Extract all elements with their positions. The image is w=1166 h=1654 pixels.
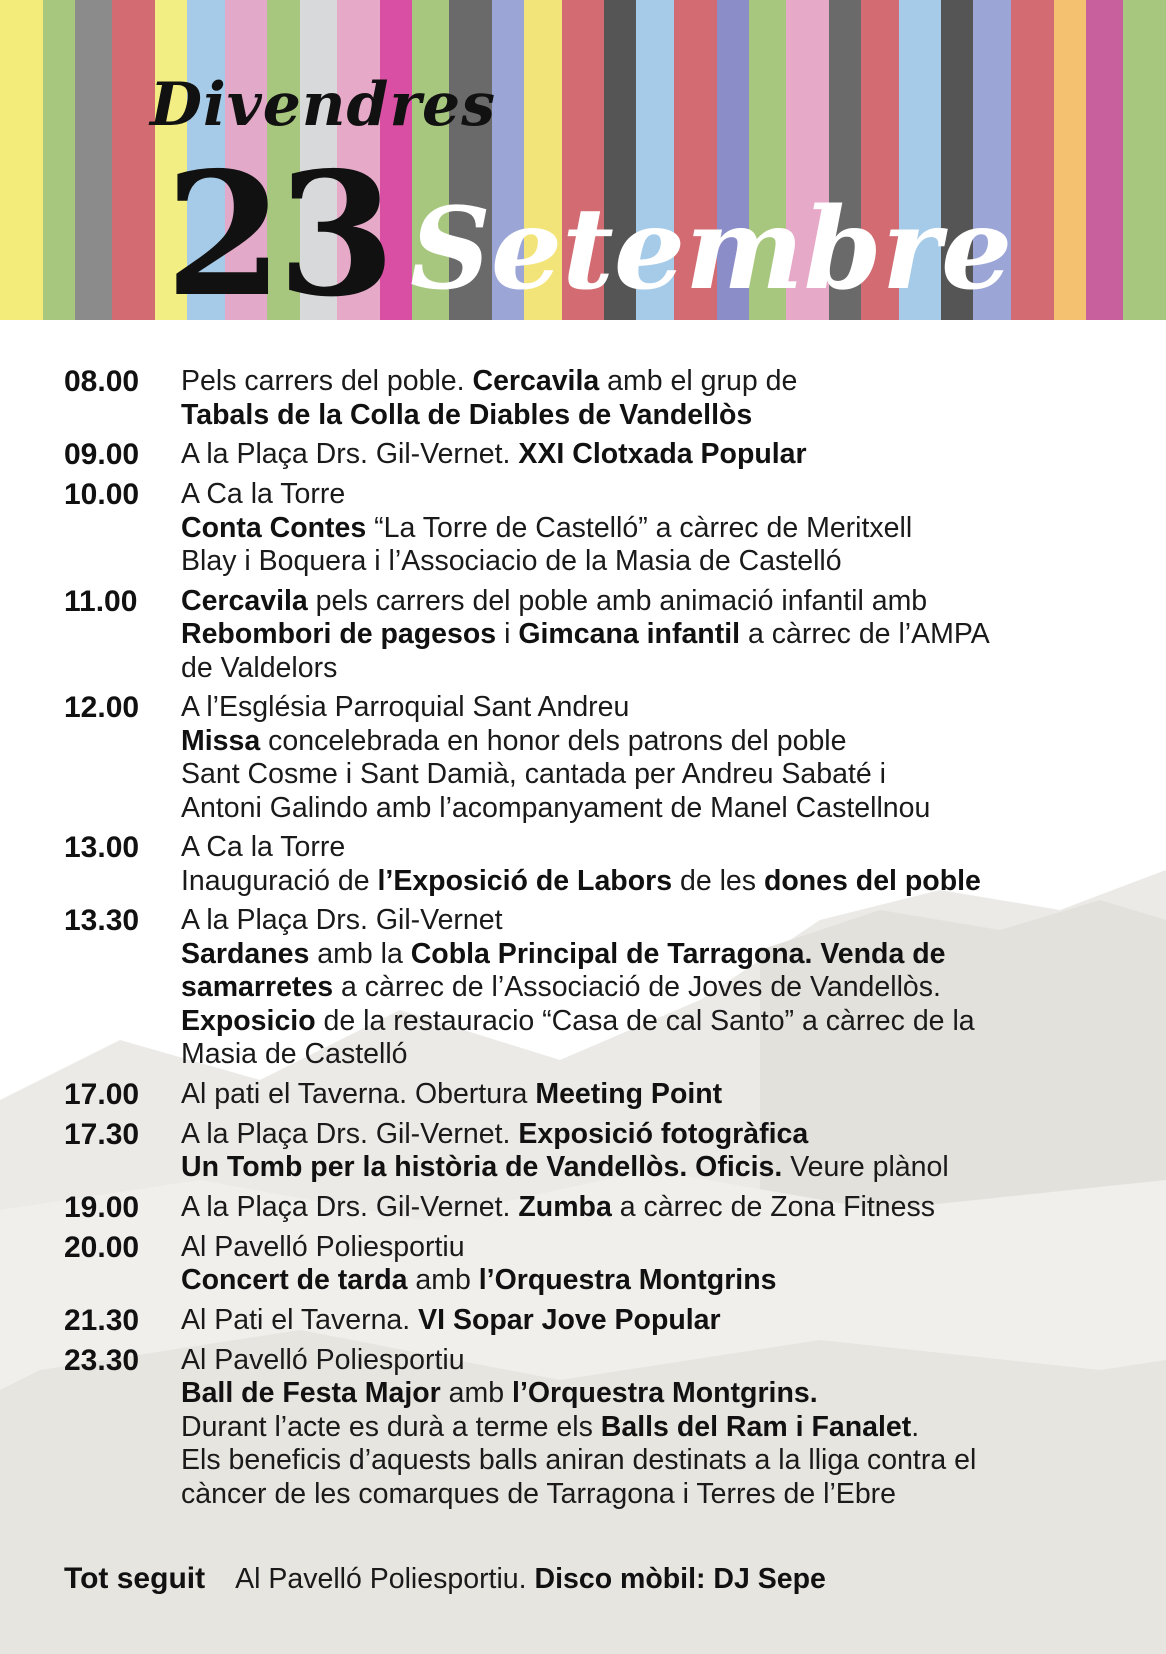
highlight-text: Un Tomb per la història de Vandellòs. Oficis. (181, 1151, 783, 1183)
highlight-text: Cobla Principal de Tarragona. Venda de (410, 937, 946, 970)
highlight-text: VI Sopar Jove Popular (418, 1303, 721, 1336)
description-line (181, 438, 1124, 472)
description-line (181, 1304, 1124, 1338)
highlight-text: Missa (181, 724, 261, 757)
highlight-text: l’Orquestra Montgrins (478, 1264, 777, 1296)
entry-description (181, 904, 1124, 1072)
text-segment: de la restauracio “Casa de cal Santo” a càrrec de la (315, 1004, 975, 1037)
text-segment: A la Plaça Drs. Gil-Vernet. (181, 438, 519, 470)
entry-description (181, 1118, 1124, 1185)
final-label: Tot seguit (64, 1562, 206, 1595)
description-line (181, 1411, 1124, 1445)
description-line (181, 971, 1124, 1005)
color-stripe (43, 0, 75, 320)
text-segment: Pels carrers del poble. (181, 365, 473, 397)
text-segment: Blay i Boquera i l’Associacio de la Masia de Castelló (181, 545, 842, 577)
description-line (181, 1478, 1124, 1512)
description-line (181, 1151, 1124, 1185)
color-stripe (0, 0, 43, 320)
entry-time: 13.30 (64, 904, 140, 937)
schedule-entry (64, 365, 1124, 432)
schedule-entry (64, 831, 1124, 898)
highlight-text: Gimcana infantil (518, 618, 741, 650)
description-line (181, 1231, 1124, 1265)
entry-time: 17.00 (64, 1077, 140, 1111)
text-segment: Al Pavelló Poliesportiu (181, 1343, 465, 1376)
entry-time: 17.30 (64, 1117, 140, 1151)
entry-time: 13.00 (64, 831, 140, 864)
text-segment: de les (672, 864, 764, 897)
description-line (181, 585, 1124, 619)
color-stripe (1054, 0, 1086, 320)
highlight-text: l’Orquestra Montgrins. (512, 1377, 818, 1409)
text-segment: i (496, 618, 519, 650)
entry-description (181, 365, 1124, 432)
text-segment: a càrrec de l’Associació de Joves de Vandellòs. (333, 971, 941, 1003)
highlight-text: l’Exposició de Labors (377, 864, 673, 897)
schedule-entry (64, 691, 1124, 825)
text-segment: Durant l’acte es durà a terme els (181, 1410, 601, 1443)
description-line (181, 1118, 1124, 1152)
entry-description (181, 478, 1124, 579)
entry-description (181, 438, 1124, 472)
description-line (181, 1191, 1124, 1225)
day-number: 23 (165, 135, 390, 320)
highlight-text: samarretes (181, 971, 334, 1003)
highlight-text: Cercavila (472, 365, 600, 397)
entry-description (181, 1191, 1124, 1225)
description-line (181, 758, 1124, 792)
description-line (235, 1563, 826, 1597)
schedule-entry (64, 438, 1124, 472)
entry-time: 21.30 (64, 1303, 140, 1337)
description-line (181, 831, 1124, 865)
entry-time: 23.30 (64, 1343, 140, 1377)
text-segment: Al pati el Taverna. Obertura (181, 1077, 536, 1110)
description-line (181, 1377, 1124, 1411)
month-name: Setembre (410, 184, 1013, 315)
text-segment: Inauguració de (181, 864, 378, 897)
day-name: Divendres (150, 70, 497, 140)
highlight-text: Ball de Festa Major (181, 1377, 441, 1409)
description-line (181, 792, 1124, 826)
entry-description (181, 1304, 1124, 1338)
header-banner (0, 0, 1166, 320)
description-line (181, 399, 1124, 433)
final-description (235, 1563, 826, 1597)
highlight-text: Concert de tarda (181, 1264, 408, 1296)
text-segment: A Ca la Torre (181, 831, 346, 863)
text-segment: amb (407, 1264, 479, 1296)
highlight-text: dones del poble (763, 864, 981, 897)
schedule-entry (64, 1118, 1124, 1185)
description-line (181, 618, 1124, 652)
schedule-entry (64, 1078, 1124, 1112)
schedule-entry (64, 1344, 1124, 1512)
text-segment: Sant Cosme i Sant Damià, cantada per Andreu Sabaté i (181, 758, 886, 790)
description-line (181, 1444, 1124, 1478)
color-stripe (75, 0, 112, 320)
text-segment: de Valdelors (181, 651, 338, 684)
description-line (181, 1005, 1124, 1039)
text-segment: A la Plaça Drs. Gil-Vernet. (181, 1117, 519, 1150)
highlight-text: Conta Contes (181, 511, 367, 544)
text-segment: A l’Església Parroquial Sant Andreu (181, 691, 630, 723)
color-stripe (1011, 0, 1054, 320)
description-line (181, 545, 1124, 579)
text-segment: Antoni Galindo amb l’acompanyament de Manel Castellnou (181, 791, 931, 824)
highlight-text: Cercavila (181, 584, 308, 617)
highlight-text: Rebombori de pagesos (181, 618, 497, 650)
entry-time: 12.00 (64, 691, 140, 724)
schedule-list (64, 365, 1124, 1517)
entry-time: 08.00 (64, 365, 140, 398)
text-segment: A la Plaça Drs. Gil-Vernet. (181, 1190, 519, 1223)
entry-description (181, 1231, 1124, 1298)
description-line (181, 1078, 1124, 1112)
text-segment: amb la (309, 937, 411, 970)
text-segment: A Ca la Torre (181, 478, 346, 510)
final-entry (64, 1562, 826, 1597)
text-segment: Els beneficis d’aquests balls aniran destinats a la lliga contra el (181, 1444, 977, 1476)
text-segment: càncer de les comarques de Tarragona i Terres de l’Ebre (181, 1477, 897, 1510)
highlight-text: Meeting Point (535, 1077, 723, 1110)
text-segment: Al Pavelló Poliesportiu. (235, 1563, 535, 1595)
text-segment: pels carrers del poble amb animació infantil amb (307, 584, 928, 617)
highlight-text: Zumba (518, 1190, 612, 1223)
entry-time: 10.00 (64, 478, 140, 511)
schedule-entry (64, 1231, 1124, 1298)
text-segment: Veure plànol (782, 1151, 949, 1183)
highlight-text: Exposicio (181, 1004, 316, 1037)
description-line (181, 725, 1124, 759)
text-segment: amb el grup de (599, 365, 798, 397)
color-stripe (1086, 0, 1123, 320)
schedule-entry (64, 904, 1124, 1072)
description-line (181, 938, 1124, 972)
highlight-text: Exposició fotogràfica (518, 1117, 809, 1150)
schedule-entry (64, 585, 1124, 686)
description-line (181, 865, 1124, 899)
schedule-entry (64, 1304, 1124, 1338)
description-line (181, 478, 1124, 512)
text-segment: A la Plaça Drs. Gil-Vernet (181, 904, 503, 936)
schedule-entry (64, 478, 1124, 579)
description-line (181, 691, 1124, 725)
text-segment: a càrrec de Zona Fitness (611, 1190, 935, 1223)
entry-time: 20.00 (64, 1230, 140, 1264)
highlight-text: Balls del Ram i Fanalet (600, 1410, 912, 1443)
entry-description (181, 1344, 1124, 1512)
description-line (181, 1264, 1124, 1298)
description-line (181, 365, 1124, 399)
highlight-text: Tabals de la Colla de Diables de Vandellòs (181, 398, 753, 431)
text-segment: a càrrec de l’AMPA (740, 618, 990, 650)
highlight-text: Sardanes (181, 937, 310, 970)
description-line (181, 1344, 1124, 1378)
highlight-text: Disco mòbil: DJ Sepe (534, 1563, 826, 1595)
entry-description (181, 831, 1124, 898)
text-segment: concelebrada en honor dels patrons del poble (260, 724, 847, 757)
text-segment: . (911, 1410, 920, 1443)
color-stripe (1123, 0, 1166, 320)
text-segment: Al Pavelló Poliesportiu (181, 1230, 465, 1263)
highlight-text: XXI Clotxada Popular (518, 438, 807, 470)
entry-description (181, 1078, 1124, 1112)
description-line (181, 652, 1124, 686)
text-segment: Al Pati el Taverna. (181, 1303, 419, 1336)
entry-time: 11.00 (64, 584, 138, 618)
color-stripe (112, 0, 155, 320)
entry-time: 09.00 (64, 438, 140, 471)
description-line (181, 1038, 1124, 1072)
text-segment: “La Torre de Castelló” a càrrec de Meritxell (366, 511, 913, 544)
text-segment: amb (440, 1377, 513, 1409)
entry-description (181, 691, 1124, 825)
schedule-entry (64, 1191, 1124, 1225)
entry-description (181, 585, 1124, 686)
description-line (181, 904, 1124, 938)
text-segment: Masia de Castelló (181, 1038, 408, 1070)
description-line (181, 512, 1124, 546)
entry-time: 19.00 (64, 1190, 140, 1224)
